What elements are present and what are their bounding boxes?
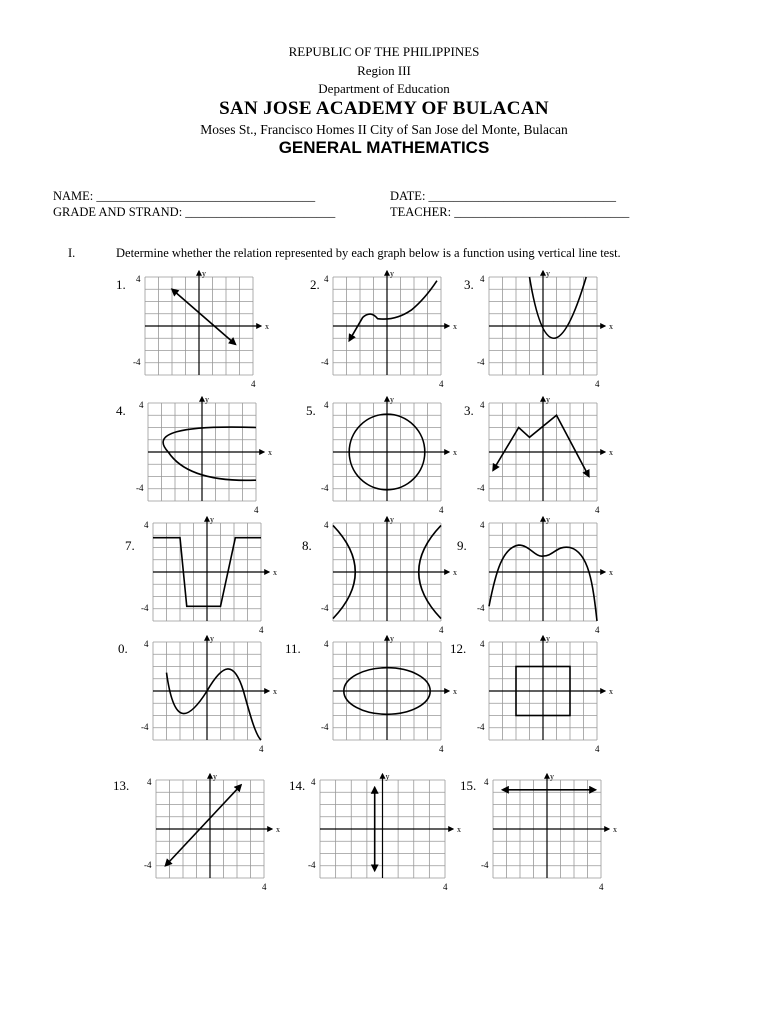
graph-10 <box>118 634 277 754</box>
y-axis-name: y <box>210 634 214 643</box>
graph-number-label: 2. <box>310 277 320 292</box>
tick-label-top: 4 <box>324 639 329 649</box>
instruction-number: I. <box>68 246 76 260</box>
graph-number-label: 9. <box>457 538 467 553</box>
graph-12 <box>450 634 613 754</box>
tick-label-top: 4 <box>484 777 489 787</box>
tick-label-right: 4 <box>439 379 444 389</box>
y-axis-name: y <box>205 395 209 404</box>
tick-label-top: 4 <box>480 520 485 530</box>
instruction-text: Determine whether the relation represented by each graph below is a function using vertical line test. <box>116 246 621 260</box>
tick-label-top: 4 <box>324 400 329 410</box>
tick-label-bottom: -4 <box>308 860 316 870</box>
y-axis-name: y <box>390 395 394 404</box>
graph-5 <box>306 395 457 515</box>
graph-number-label: 8. <box>302 538 312 553</box>
name-field[interactable]: NAME: ___________________________________ <box>53 189 316 203</box>
graph-curve <box>493 415 589 476</box>
y-axis-name: y <box>546 515 550 524</box>
tick-label-top: 4 <box>136 274 141 284</box>
graph-6 <box>464 395 613 515</box>
republic-heading: REPUBLIC OF THE PHILIPPINES <box>288 44 480 59</box>
graph-number-label: 11. <box>285 641 301 656</box>
tick-label-top: 4 <box>480 400 485 410</box>
x-axis-name: x <box>453 568 457 577</box>
grade-strand-field[interactable]: GRADE AND STRAND: ________________________ <box>53 205 336 219</box>
tick-label-right: 4 <box>254 505 259 515</box>
tick-label-bottom: -4 <box>321 722 329 732</box>
school-name: SAN JOSE ACADEMY OF BULACAN <box>219 98 549 119</box>
tick-label-right: 4 <box>439 744 444 754</box>
tick-label-bottom: -4 <box>481 860 489 870</box>
graph-8 <box>302 515 457 635</box>
tick-label-bottom: -4 <box>133 357 141 367</box>
tick-label-bottom: -4 <box>144 860 152 870</box>
graph-2 <box>310 269 457 389</box>
x-axis-name: x <box>453 687 457 696</box>
tick-label-top: 4 <box>147 777 152 787</box>
tick-label-right: 4 <box>439 505 444 515</box>
tick-label-top: 4 <box>324 274 329 284</box>
graph-number-label: 3. <box>464 277 474 292</box>
graph-number-label: 14. <box>289 778 306 793</box>
tick-label-top: 4 <box>139 400 144 410</box>
y-axis-name: y <box>546 634 550 643</box>
tick-label-right: 4 <box>595 379 600 389</box>
x-axis-name: x <box>453 448 457 457</box>
graph-curve <box>349 281 437 341</box>
graph-7 <box>125 515 277 635</box>
x-axis-name: x <box>268 448 272 457</box>
x-axis-name: x <box>613 825 617 834</box>
tick-label-bottom: -4 <box>321 483 329 493</box>
school-address: Moses St., Francisco Homes II City of San Jose del Monte, Bulacan <box>200 122 568 137</box>
y-axis-name: y <box>546 395 550 404</box>
tick-label-top: 4 <box>324 520 329 530</box>
tick-label-bottom: -4 <box>477 483 485 493</box>
y-axis-name: y <box>390 515 394 524</box>
x-axis-name: x <box>273 687 277 696</box>
graph-curve <box>530 277 587 338</box>
y-axis-name: y <box>390 634 394 643</box>
tick-label-right: 4 <box>595 625 600 635</box>
tick-label-bottom: -4 <box>321 357 329 367</box>
x-axis-name: x <box>265 322 269 331</box>
x-axis-name: x <box>609 568 613 577</box>
graph-number-label: 13. <box>113 778 130 793</box>
y-axis-name: y <box>546 269 550 278</box>
y-axis-name: y <box>550 772 554 781</box>
graph-number-label: 15. <box>460 778 477 793</box>
graph-curve <box>167 669 262 740</box>
x-axis-name: x <box>276 825 280 834</box>
y-axis-name: y <box>202 269 206 278</box>
y-axis-name: y <box>213 772 217 781</box>
graph-1 <box>116 269 269 389</box>
x-axis-name: x <box>609 687 613 696</box>
tick-label-top: 4 <box>480 274 485 284</box>
y-axis-name: y <box>385 772 390 781</box>
tick-label-right: 4 <box>439 625 444 635</box>
tick-label-right: 4 <box>259 625 264 635</box>
graph-number-label: 5. <box>306 403 316 418</box>
department-heading: Department of Education <box>318 81 450 96</box>
tick-label-right: 4 <box>595 744 600 754</box>
graph-9 <box>457 515 613 635</box>
x-axis-name: x <box>453 322 457 331</box>
graph-13 <box>113 772 280 892</box>
tick-label-right: 4 <box>262 882 267 892</box>
tick-label-bottom: -4 <box>136 483 144 493</box>
tick-label-right: 4 <box>251 379 256 389</box>
tick-label-top: 4 <box>144 520 149 530</box>
graph-14 <box>289 772 461 892</box>
teacher-field[interactable]: TEACHER: ____________________________ <box>390 205 630 219</box>
graph-curve <box>163 427 256 480</box>
tick-label-right: 4 <box>259 744 264 754</box>
tick-label-bottom: -4 <box>141 603 149 613</box>
graph-4 <box>116 395 272 515</box>
tick-label-top: 4 <box>311 777 316 787</box>
graph-11 <box>285 634 457 754</box>
subject-title: GENERAL MATHEMATICS <box>278 138 490 157</box>
graph-15 <box>460 772 617 892</box>
y-axis-name: y <box>390 269 394 278</box>
tick-label-right: 4 <box>443 882 448 892</box>
x-axis-name: x <box>609 322 613 331</box>
tick-label-bottom: -4 <box>141 722 149 732</box>
region-heading: Region III <box>357 63 411 78</box>
graph-number-label: 0. <box>118 641 128 656</box>
tick-label-bottom: -4 <box>477 603 485 613</box>
graph-3 <box>464 269 613 389</box>
x-axis-name: x <box>457 825 461 834</box>
graph-number-label: 4. <box>116 403 126 418</box>
graph-number-label: 3. <box>464 403 474 418</box>
date-field[interactable]: DATE: ______________________________ <box>390 189 617 203</box>
x-axis-name: x <box>609 448 613 457</box>
tick-label-right: 4 <box>595 505 600 515</box>
tick-label-bottom: -4 <box>477 722 485 732</box>
x-axis-name: x <box>273 568 277 577</box>
y-axis-name: y <box>210 515 214 524</box>
tick-label-bottom: -4 <box>477 357 485 367</box>
tick-label-top: 4 <box>144 639 149 649</box>
tick-label-right: 4 <box>599 882 604 892</box>
tick-label-bottom: -4 <box>321 603 329 613</box>
graph-number-label: 7. <box>125 538 135 553</box>
graph-number-label: 12. <box>450 641 467 656</box>
tick-label-top: 4 <box>480 639 485 649</box>
graph-number-label: 1. <box>116 277 126 292</box>
